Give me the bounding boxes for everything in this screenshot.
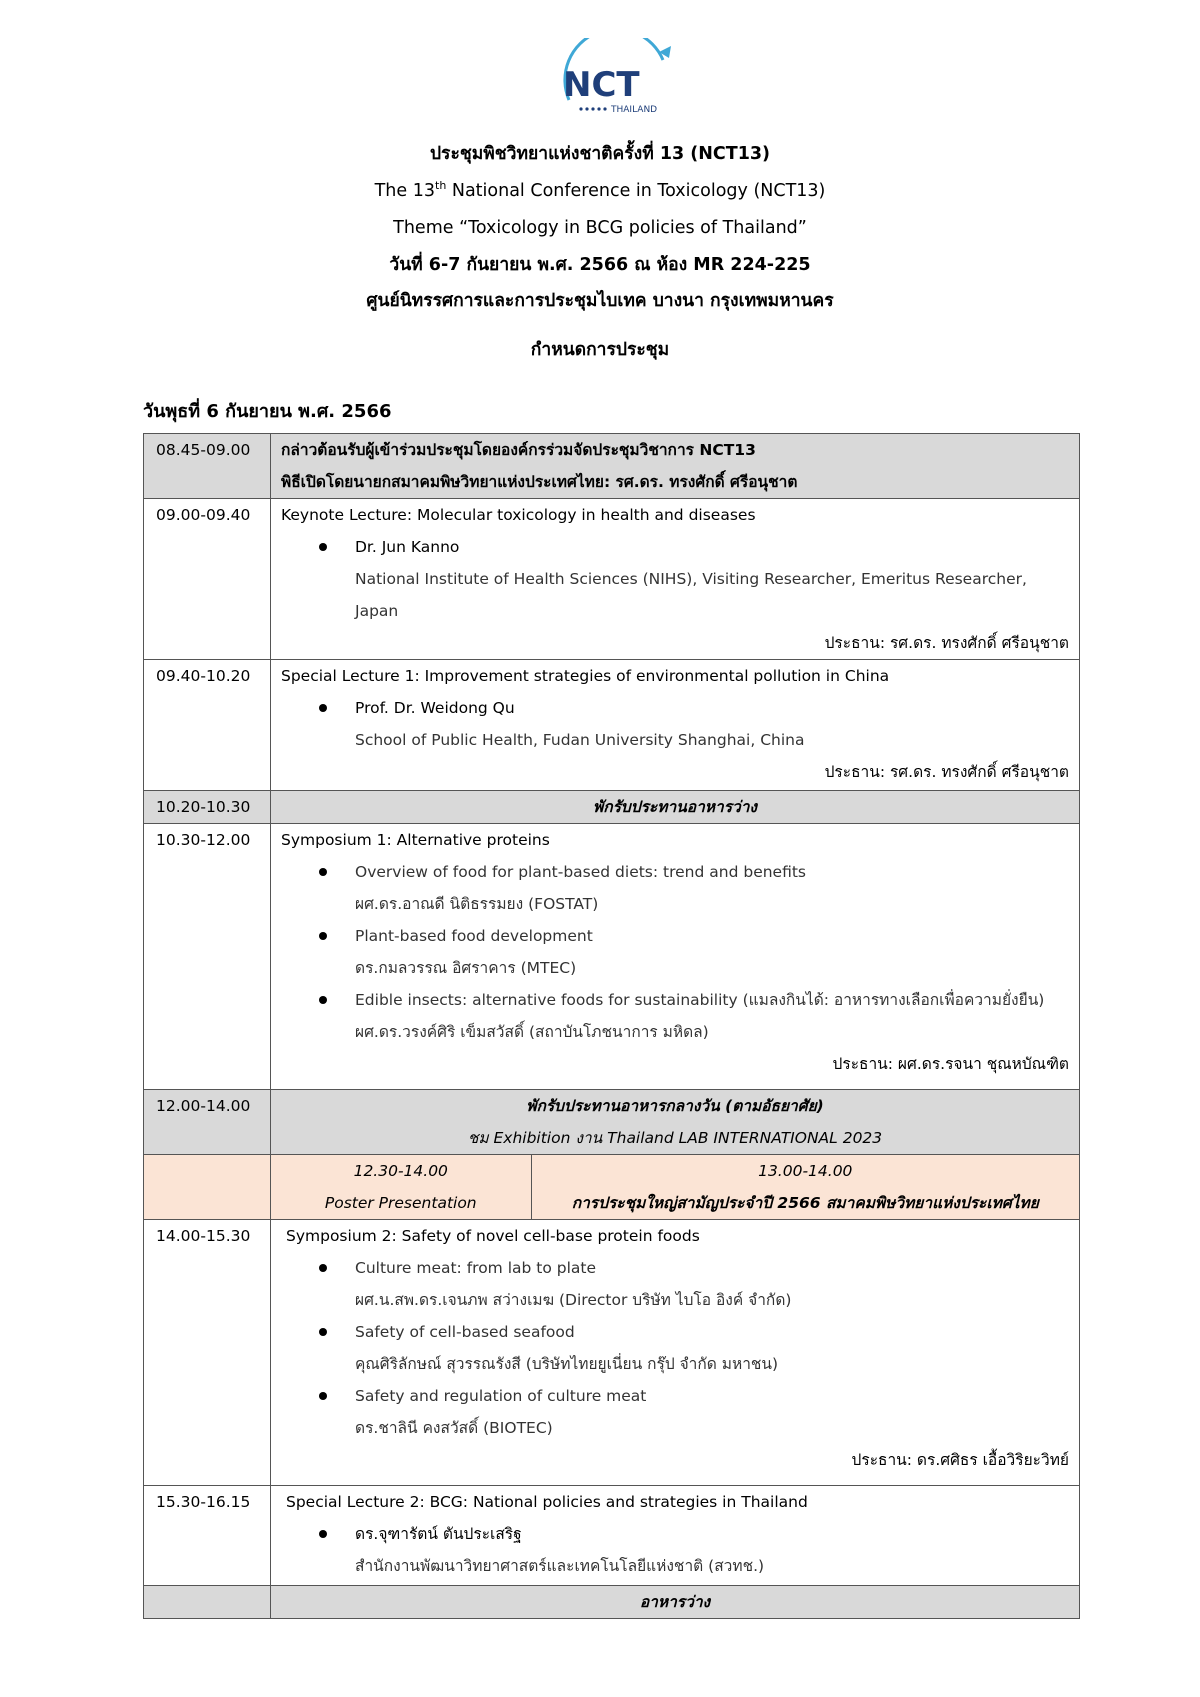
- parallel-cell: [271, 1155, 1080, 1220]
- table-row: [144, 660, 1080, 791]
- header-theme: Theme “Toxicology in BCG policies of Thailand”: [393, 218, 807, 238]
- nct-logo: [551, 38, 685, 118]
- list-item: [281, 984, 1069, 1016]
- table-row: [144, 1155, 1080, 1220]
- talk-title: Edible insects: alternative foods for sustainability (แมลงกินได้: อาหารทางเลือกเพื่อความยั่งยืน): [355, 991, 1045, 1009]
- speaker-affiliation: School of Public Health, Fudan University Shanghai, China: [355, 731, 805, 749]
- meeting-time: 13.00-14.00: [758, 1162, 853, 1180]
- bullet-icon: [319, 1530, 327, 1538]
- session-cell: [271, 824, 1080, 1090]
- session-title: Symposium 2: Safety of novel cell-base protein foods: [286, 1227, 700, 1245]
- meeting-label: การประชุมใหญ่สามัญประจำปี 2566 สมาคมพิษวิทยาแห่งประเทศไทย: [571, 1194, 1039, 1212]
- table-row: [144, 1220, 1080, 1486]
- logo-wordmark: NCT: [563, 65, 640, 105]
- list-item: [281, 692, 1069, 724]
- header-title-thai: ประชุมพิชวิทยาแห่งชาติครั้งที่ 13 (NCT13): [429, 144, 771, 164]
- list-item: [281, 856, 1069, 888]
- time-cell: 14.00-15.30: [144, 1220, 271, 1486]
- talk-speaker: ดร.กมลวรรณ อิศราคาร (MTEC): [355, 959, 577, 977]
- talk-title: Safety and regulation of culture meat: [355, 1387, 647, 1405]
- header-location: ศูนย์นิทรรศการและการประชุมไบเทค บางนา กรุงเทพมหานคร: [366, 291, 834, 311]
- general-meeting-session: [531, 1155, 1079, 1219]
- talk-title: Overview of food for plant-based diets: trend and benefits: [355, 863, 807, 881]
- table-row: [144, 499, 1080, 660]
- logo-subtext: THAILAND: [611, 105, 658, 115]
- opening-cell: [271, 434, 1080, 499]
- bullet-icon: [319, 868, 327, 876]
- header-program-title: กำหนดการประชุม: [530, 340, 670, 360]
- opening-text: พิธีเปิดโดยนายกสมาคมพิษวิทยาแห่งประเทศไทย: รศ.ดร. ทรงศักดิ์ ศรีอนุชาต: [281, 473, 798, 491]
- time-cell: 10.30-12.00: [144, 824, 271, 1090]
- poster-label: Poster Presentation: [324, 1194, 477, 1212]
- speaker-affiliation: National Institute of Health Sciences (NIHS), Visiting Researcher, Emeritus Researcher, Japan: [355, 570, 1027, 620]
- list-item: [286, 1380, 1069, 1412]
- talk-speaker: ผศ.ดร.วรงค์ศิริ เข็มสวัสดิ์ (สถาบันโภชนาการ มหิดล): [355, 1023, 709, 1041]
- day-heading: วันพุธที่ 6 กันยายน พ.ศ. 2566: [143, 401, 392, 422]
- talk-title: Plant-based food development: [355, 927, 593, 945]
- time-cell: 09.00-09.40: [144, 499, 271, 660]
- welcome-text: กล่าวต้อนรับผู้เข้าร่วมประชุมโดยองค์กรร่วมจัดประชุมวิชาการ NCT13: [281, 441, 756, 459]
- break-label: พักรับประทานอาหารว่าง: [271, 791, 1080, 824]
- speaker-name: Dr. Jun Kanno: [355, 538, 460, 556]
- table-row: [144, 1486, 1080, 1586]
- parallel-sessions: [271, 1155, 1079, 1219]
- session-cell: [271, 499, 1080, 660]
- session-chair: ประธาน: ผศ.ดร.รจนา ชุณหบัณฑิต: [832, 1055, 1069, 1073]
- table-row: [144, 434, 1080, 499]
- lunch-cell: [271, 1090, 1080, 1155]
- list-item: [286, 1316, 1069, 1348]
- poster-session: [271, 1155, 531, 1219]
- bullet-icon: [319, 1328, 327, 1336]
- table-row: [144, 791, 1080, 824]
- bullet-icon: [319, 1392, 327, 1400]
- table-row: [144, 1090, 1080, 1155]
- snack-label: อาหารว่าง: [271, 1586, 1080, 1619]
- exhibition-label: ชม Exhibition งาน Thailand LAB INTERNATIONAL 2023: [467, 1129, 883, 1147]
- session-chair: ประธาน: รศ.ดร. ทรงศักดิ์ ศรีอนุชาต: [824, 634, 1069, 652]
- session-cell: [271, 1220, 1080, 1486]
- schedule-table: [143, 433, 1080, 1619]
- talk-title: Safety of cell-based seafood: [355, 1323, 575, 1341]
- list-item: [281, 531, 1069, 563]
- time-cell: 15.30-16.15: [144, 1486, 271, 1586]
- table-row: [144, 1586, 1080, 1619]
- session-title: Keynote Lecture: Molecular toxicology in health and diseases: [281, 506, 756, 524]
- talk-speaker: ผศ.ดร.อาณดี นิติธรรมยง (FOSTAT): [355, 895, 599, 913]
- session-chair: ประธาน: รศ.ดร. ทรงศักดิ์ ศรีอนุชาต: [824, 763, 1069, 781]
- talk-speaker: ผศ.น.สพ.ดร.เจนภพ สว่างเมฆ (Director บริษัท ไบโอ อิงค์ จำกัด): [355, 1291, 792, 1309]
- time-cell: 10.20-10.30: [144, 791, 271, 824]
- speaker-name: Prof. Dr. Weidong Qu: [355, 699, 515, 717]
- session-title: Special Lecture 1: Improvement strategies of environmental pollution in China: [281, 667, 890, 685]
- session-cell: [271, 660, 1080, 791]
- session-chair: ประธาน: ดร.ศศิธร เอื้อวิริยะวิทย์: [851, 1451, 1069, 1469]
- bullet-icon: [319, 704, 327, 712]
- header-date-venue: วันที่ 6-7 กันยายน พ.ศ. 2566 ณ ห้อง MR 224-225: [389, 255, 811, 275]
- time-cell: 12.00-14.00: [144, 1090, 271, 1155]
- list-item: [286, 1518, 1069, 1550]
- talk-speaker: คุณศิริลักษณ์ สุวรรณรังสี (บริษัทไทยยูเนี่ยน กรุ๊ป จำกัด มหาชน): [355, 1355, 779, 1373]
- session-cell: [271, 1486, 1080, 1586]
- list-item: [286, 1252, 1069, 1284]
- empty-time-cell: [144, 1586, 271, 1619]
- table-row: [144, 824, 1080, 1090]
- speaker-name: ดร.จุฑารัตน์ ตันประเสริฐ: [355, 1525, 522, 1543]
- talk-speaker: ดร.ชาลินี คงสวัสดิ์ (BIOTEC): [355, 1419, 553, 1437]
- poster-time: 12.30-14.00: [353, 1162, 448, 1180]
- session-title: Special Lecture 2: BCG: National policies and strategies in Thailand: [286, 1493, 808, 1511]
- empty-time-cell: [144, 1155, 271, 1220]
- bullet-icon: [319, 932, 327, 940]
- bullet-icon: [319, 1264, 327, 1272]
- speaker-affiliation: สำนักงานพัฒนาวิทยาศาสตร์และเทคโนโลยีแห่งชาติ (สวทช.): [355, 1557, 765, 1575]
- header-title-english: The 13th National Conference in Toxicology (NCT13): [374, 179, 826, 201]
- session-title: Symposium 1: Alternative proteins: [281, 831, 550, 849]
- talk-title: Culture meat: from lab to plate: [355, 1259, 597, 1277]
- bullet-icon: [319, 543, 327, 551]
- bullet-icon: [319, 996, 327, 1004]
- time-cell: 08.45-09.00: [144, 434, 271, 499]
- list-item: [281, 920, 1069, 952]
- time-cell: 09.40-10.20: [144, 660, 271, 791]
- lunch-label: พักรับประทานอาหารกลางวัน (ตามอัธยาศัย): [526, 1097, 824, 1115]
